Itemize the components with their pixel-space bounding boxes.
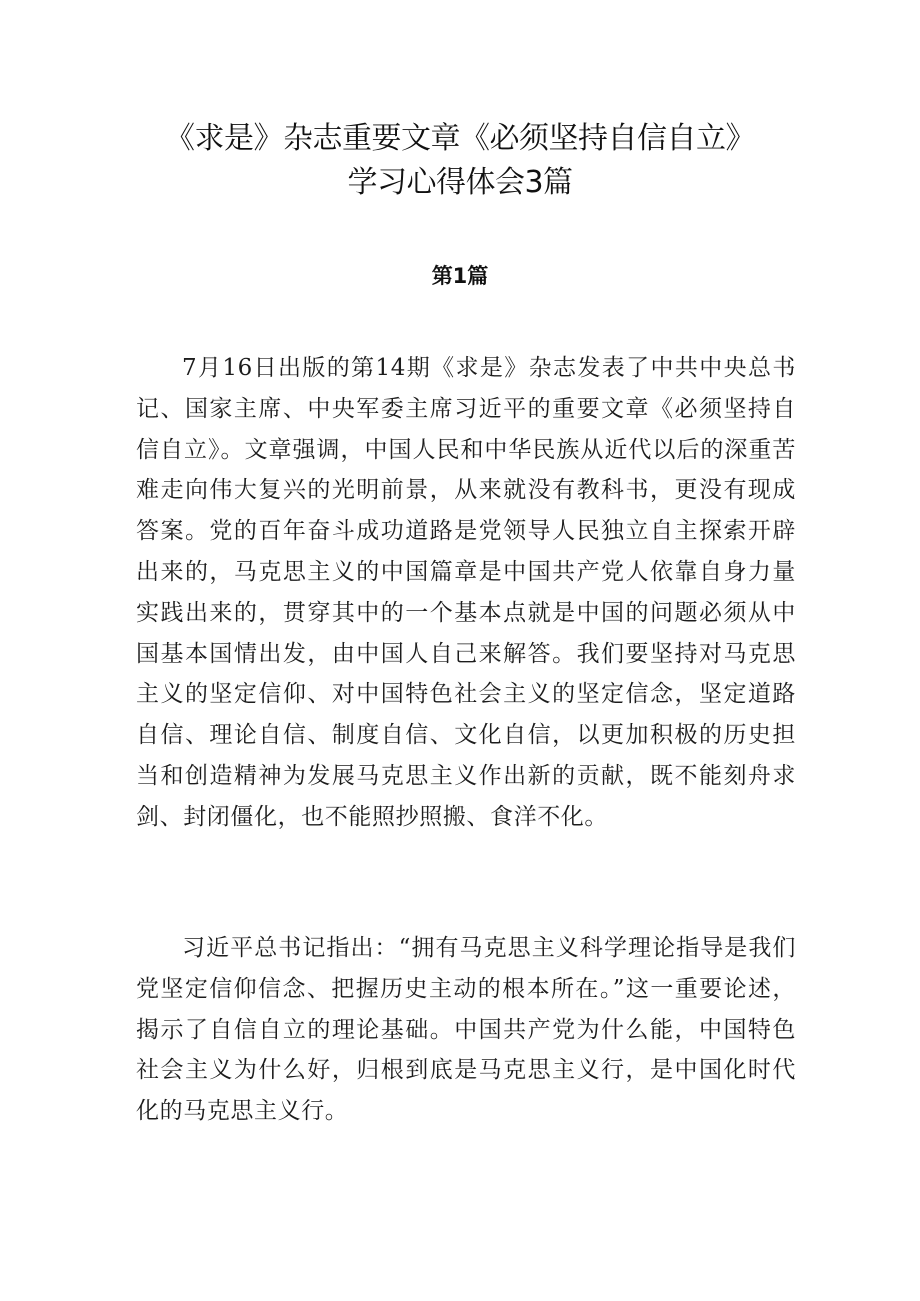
document-title-line-1: 《求是》杂志重要文章《必须坚持自信自立》 (165, 121, 755, 156)
section-heading: 第1篇 (431, 264, 489, 288)
body-paragraph: 习近平总书记指出：“拥有马克思主义科学理论指导是我们党坚定信仰信念、把握历史主动的根本所在。”这一重要论述，揭示了自信自立的理论基础。中国共产党为什么能，中国特色社会主义为什么好，归根到底是马克思主义行，是中国化时代化的马克思主义行。 (136, 935, 796, 1125)
body-paragraph: 7月16日出版的第14期《求是》杂志发表了中共中央总书记、国家主席、中央军委主席习近平的重要文章《必须坚持自信自立》。文章强调，中国人民和中华民族从近代以后的深重苦难走向伟大复兴的光明前景，从来就没有教科书，更没有现成答案。党的百年奋斗成功道路是党领导人民独立自主探索开辟出来的，马克思主义的中国篇章是中国共产党人依靠自身力量实践出来的，贯穿其中的一个基本点就是中国的问题必须从中国基本国情出发，由中国人自己来解答。我们要坚持对马克思主义的坚定信仰、对中国特色社会主义的坚定信念，坚定道路自信、理论自信、制度自信、文化自信，以更加积极的历史担当和创造精神为发展马克思主义作出新的贡献，既不能刻舟求剑、封闭僵化，也不能照抄照搬、食洋不化。 (136, 355, 796, 830)
document-title-line-2: 学习心得体会3篇 (347, 165, 573, 200)
